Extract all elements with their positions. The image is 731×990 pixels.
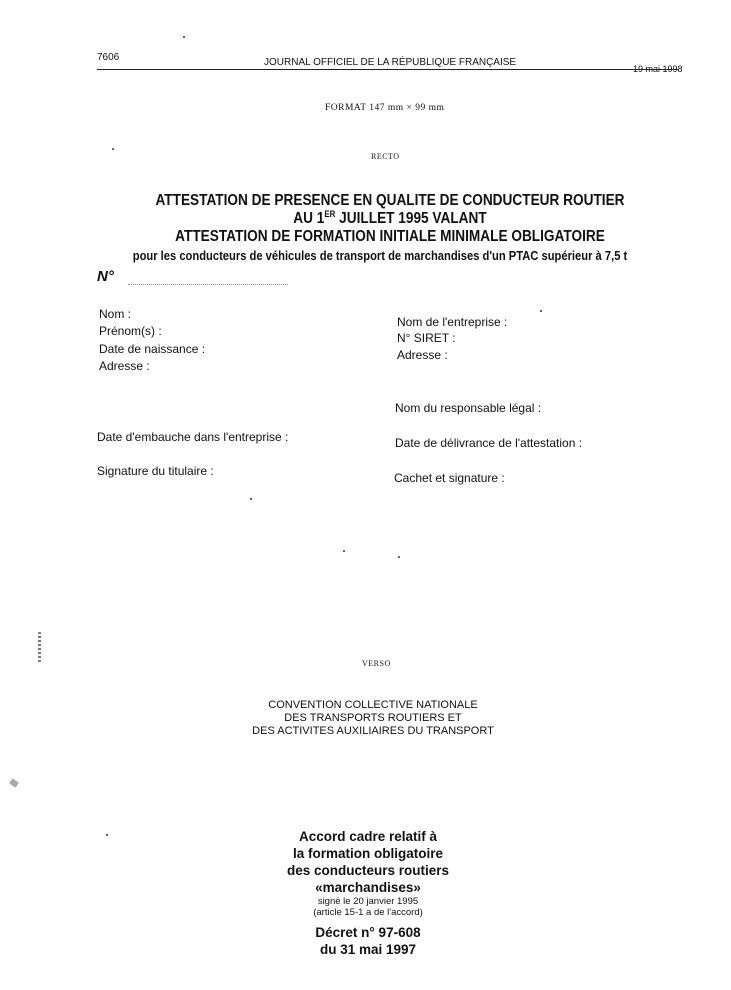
field-signature-titulaire: Signature du titulaire : bbox=[97, 464, 214, 478]
title-line-2 bbox=[135, 209, 645, 228]
field-date-delivrance: Date de délivrance de l'attestation : bbox=[395, 436, 583, 450]
convention-line-2: DES TRANSPORTS ROUTIERS ET bbox=[284, 712, 462, 724]
recto-label: RECTO bbox=[371, 152, 400, 161]
field-nom: Nom : bbox=[99, 307, 132, 321]
scan-speck bbox=[540, 310, 542, 312]
number-dotted-line bbox=[128, 284, 288, 285]
journal-title: JOURNAL OFFICIEL DE LA RÉPUBLIQUE FRANÇAISE bbox=[264, 57, 517, 68]
field-adresse-entreprise: Adresse : bbox=[397, 348, 448, 362]
accord-line-1: Accord cadre relatif à bbox=[298, 829, 438, 844]
scan-speck bbox=[183, 36, 185, 38]
field-date-naissance: Date de naissance : bbox=[99, 342, 206, 356]
title-line-2-sup: ER bbox=[324, 209, 336, 219]
field-adresse: Adresse : bbox=[99, 359, 150, 373]
scan-speck bbox=[106, 834, 108, 836]
scan-speck bbox=[112, 148, 114, 150]
journal-date: 19 mai 1998 bbox=[633, 64, 683, 74]
page-number: 7606 bbox=[97, 52, 120, 63]
title-line-4: pour les conducteurs de véhicules de transport de marchandises d'un PTAC supérieur à 7,5 t bbox=[132, 248, 628, 263]
title-line-1: ATTESTATION DE PRESENCE EN QUALITE DE CONDUCTEUR ROUTIER bbox=[155, 192, 625, 209]
accord-block bbox=[250, 828, 486, 958]
format-line: FORMAT 147 mm × 99 mm bbox=[325, 103, 445, 113]
accord-line-3: des conducteurs routiers bbox=[286, 863, 450, 878]
scan-speck bbox=[250, 498, 252, 500]
header-rule bbox=[97, 69, 679, 70]
convention-line-1: CONVENTION COLLECTIVE NATIONALE bbox=[268, 699, 478, 711]
scan-speck bbox=[343, 550, 345, 552]
field-nom-entreprise: Nom de l'entreprise : bbox=[397, 315, 508, 329]
scan-noise bbox=[9, 778, 19, 788]
accord-line-4: «marchandises» bbox=[315, 880, 421, 895]
field-siret: N° SIRET : bbox=[397, 331, 456, 345]
field-date-embauche: Date d'embauche dans l'entreprise : bbox=[97, 430, 289, 444]
decret-line-2: du 31 mai 1997 bbox=[319, 942, 417, 957]
decret-line-1: Décret n° 97-608 bbox=[315, 925, 421, 940]
convention-line-3: DES ACTIVITES AUXILIAIRES DU TRANSPORT bbox=[252, 725, 494, 737]
field-prenom: Prénom(s) : bbox=[99, 324, 162, 338]
title-line-2-suffix: JUILLET 1995 VALANT bbox=[335, 210, 487, 228]
verso-label: VERSO bbox=[362, 659, 391, 668]
convention-block bbox=[200, 699, 546, 738]
scan-speck bbox=[398, 556, 400, 558]
title-line-3: ATTESTATION DE FORMATION INITIALE MINIMALE OBLIGATOIRE bbox=[175, 228, 605, 245]
number-label: N° bbox=[97, 268, 114, 285]
accord-note-1: signé le 20 janvier 1995 bbox=[317, 896, 419, 907]
accord-line-2: la formation obligatoire bbox=[292, 846, 443, 861]
accord-note-2: (article 15-1 a de l'accord) bbox=[313, 907, 423, 918]
field-cachet-signature: Cachet et signature : bbox=[394, 471, 505, 485]
title-line-2-prefix: AU 1 bbox=[293, 210, 325, 228]
field-responsable-legal: Nom du responsable légal : bbox=[395, 401, 542, 415]
scan-noise bbox=[38, 632, 41, 662]
